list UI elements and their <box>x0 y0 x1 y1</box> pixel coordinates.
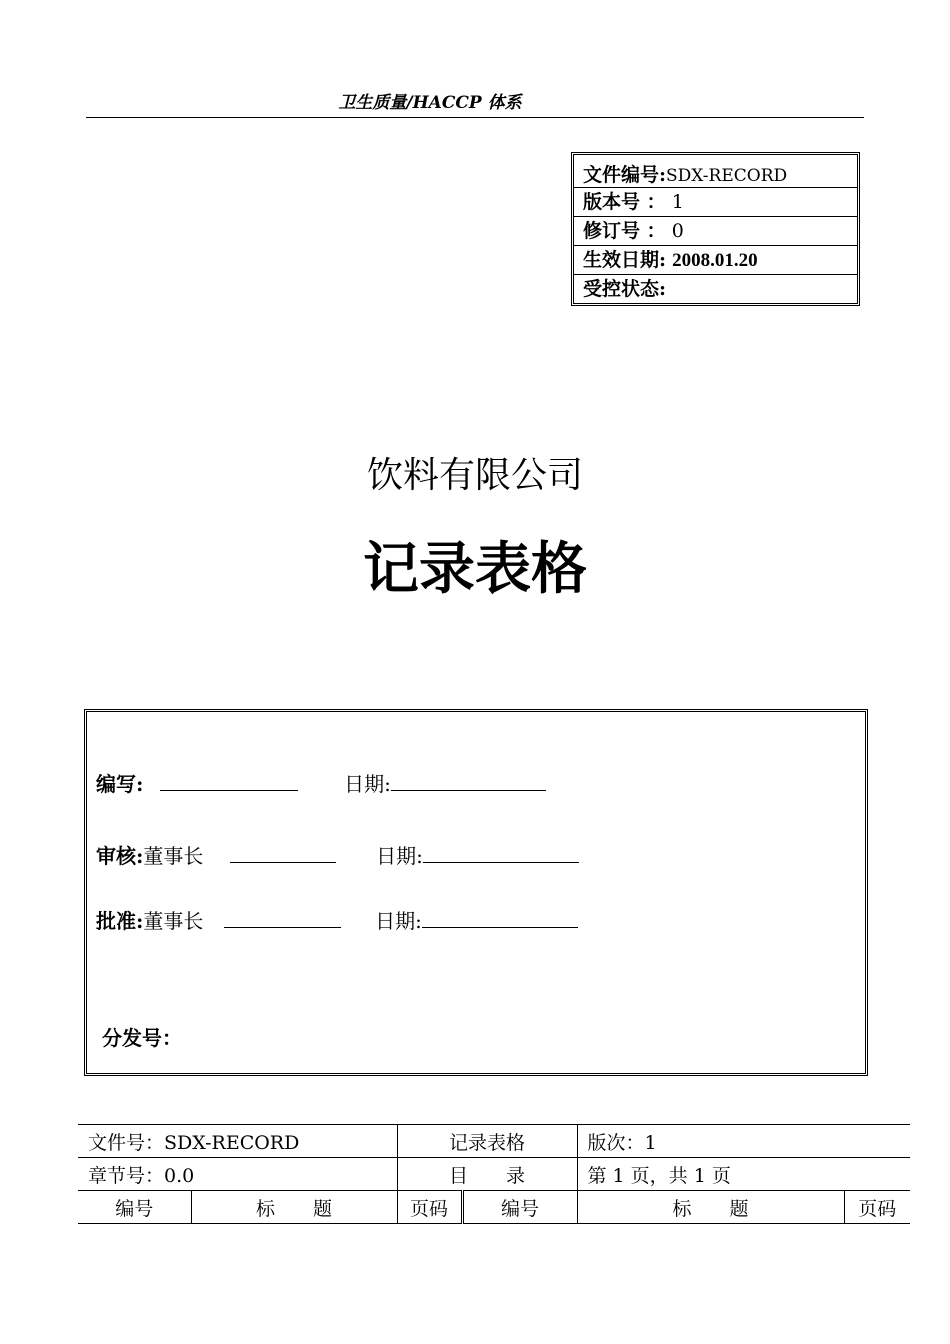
signature-box <box>84 709 868 1076</box>
info-row-control-status <box>574 274 857 303</box>
info-value: 2008.01.20 <box>672 250 758 271</box>
approve-date-label: 日期: <box>375 909 422 933</box>
distribution-line <box>102 1022 182 1051</box>
info-value: 1 <box>671 191 684 213</box>
info-row-effective-date <box>574 245 857 274</box>
compile-date-blank[interactable] <box>391 770 546 791</box>
distribution-label: 分发号： <box>102 1026 182 1050</box>
compile-label: 编写: <box>96 772 144 796</box>
footer-toc: 目 录 <box>397 1158 577 1191</box>
info-key: 版本号 <box>583 191 641 213</box>
column-header-page: 页码 <box>397 1191 462 1224</box>
approve-line <box>96 905 578 934</box>
footer-row-2 <box>78 1158 910 1191</box>
footer-section: 章节号：0.0 <box>78 1158 397 1191</box>
review-date-blank[interactable] <box>423 842 579 863</box>
info-key: 文件编号 <box>583 164 660 186</box>
info-row-revision <box>574 216 857 245</box>
info-key: 生效日期 <box>583 249 660 271</box>
column-header-page-2: 页码 <box>844 1191 910 1224</box>
review-line <box>96 840 579 869</box>
approve-date-blank[interactable] <box>422 907 578 928</box>
header-title: 卫生质量/HACCP 体系 <box>338 93 522 113</box>
compile-line <box>96 768 546 797</box>
info-sep: ： <box>640 191 666 213</box>
review-label: 审核: <box>96 844 144 868</box>
footer-table <box>78 1124 910 1224</box>
review-person: 董事长 <box>143 844 204 868</box>
footer-page-info: 第 1 页，共 1 页 <box>577 1158 910 1191</box>
column-header-title: 标 题 <box>191 1191 397 1224</box>
document-info-box <box>571 152 860 306</box>
info-sep: : <box>659 164 667 186</box>
info-row-version <box>574 187 857 216</box>
column-header-number-2: 编号 <box>462 1191 577 1224</box>
info-sep: : <box>659 249 667 271</box>
footer-row-1 <box>78 1125 910 1158</box>
info-value: SDX-RECORD <box>666 166 788 186</box>
approve-signature-blank[interactable] <box>224 907 341 928</box>
approve-label: 批准: <box>96 909 144 933</box>
info-value: 0 <box>671 220 684 242</box>
footer-form-name: 记录表格 <box>397 1125 577 1158</box>
review-date-label: 日期: <box>376 844 423 868</box>
header-rule <box>86 117 864 118</box>
info-row-file-number <box>574 155 857 187</box>
info-key: 受控状态 <box>583 278 660 300</box>
compile-signature-blank[interactable] <box>160 770 298 791</box>
review-signature-blank[interactable] <box>230 842 336 863</box>
info-sep: ： <box>640 220 666 242</box>
document-title: 记录表格 <box>363 537 587 602</box>
compile-date-label: 日期: <box>344 772 391 796</box>
company-name: 饮料有限公司 <box>366 455 583 496</box>
info-sep: : <box>659 278 667 300</box>
footer-file-number: 文件号：SDX-RECORD <box>78 1125 397 1158</box>
column-header-title-2: 标 题 <box>577 1191 844 1224</box>
column-header-number: 编号 <box>78 1191 191 1224</box>
footer-edition: 版次：1 <box>577 1125 910 1158</box>
footer-header-row <box>78 1191 910 1224</box>
info-key: 修订号 <box>583 220 641 242</box>
approve-person: 董事长 <box>143 909 204 933</box>
